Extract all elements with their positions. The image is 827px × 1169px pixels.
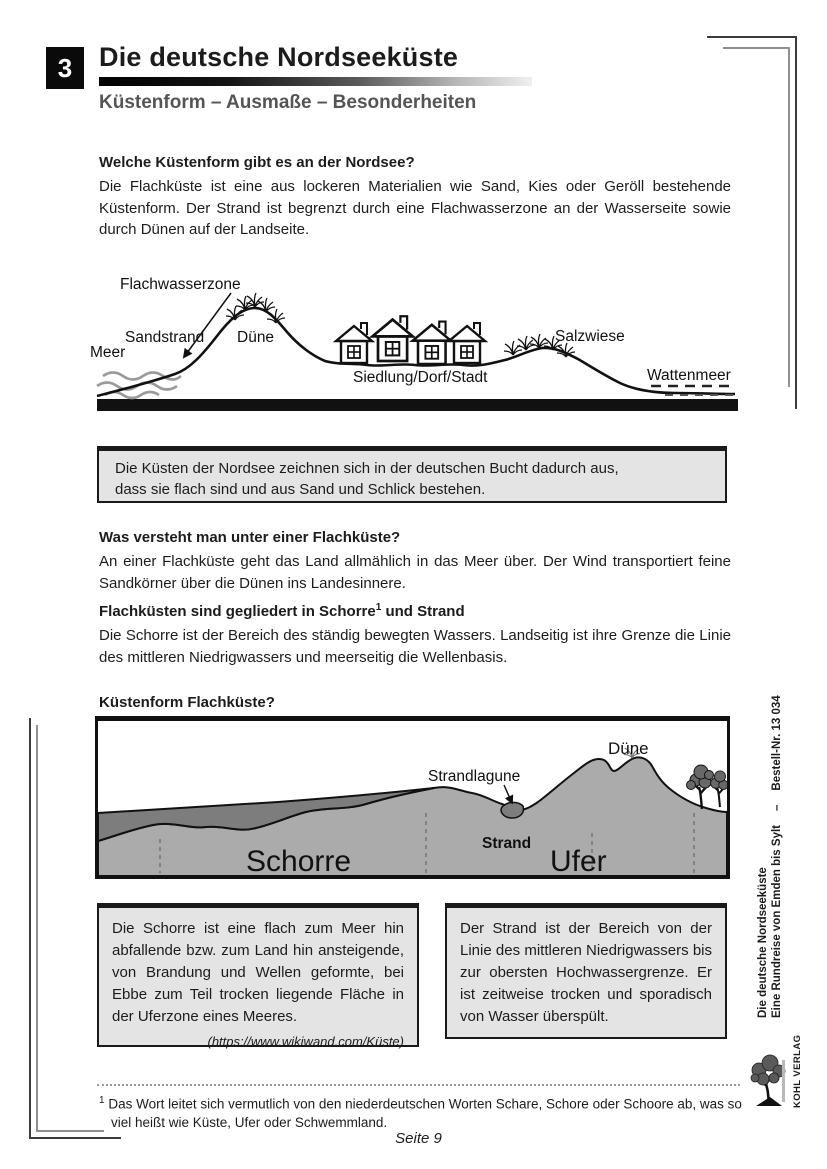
flat-coast-diagram xyxy=(98,721,727,876)
strand-definition-text: Der Strand ist der Bereich von der Linie des mittleren Niedrigwassers bis zur obersten Hochwassergrenze. Er ist zeitweise trocken und sporadisch von Wasser überspült. xyxy=(460,920,712,1025)
beach-lagoon xyxy=(501,802,523,818)
sidebar-order-number: Bestell-Nr. 13 034 xyxy=(771,695,783,791)
sidebar-imprint xyxy=(756,695,784,1018)
schorre-definition-text: Die Schorre ist eine flach zum Meer hin abfallende bzw. zum Land hin ansteigende, von Brandung und Wellen geformte, bei Ebbe zum Teil trocken liegende Fläche in der Uferzone eines Meeres. xyxy=(112,920,404,1025)
label-siedlung: Siedlung/Dorf/Stadt xyxy=(353,369,488,386)
question-3-text: Die Schorre ist der Bereich des ständig bewegten Wassers. Landseitig ist ihre Grenze die Linie des mittleren Niedrigwassers und meerseitig die Wellenbasis. xyxy=(99,627,731,666)
info-box-line-1: Die Küsten der Nordsee zeichnen sich in der deutschen Bucht dadurch aus, xyxy=(115,460,619,477)
schorre-definition-box xyxy=(97,903,419,1047)
logo-slogan-strip xyxy=(782,1060,785,1102)
question-3-heading xyxy=(99,602,465,620)
question-1-heading: Welche Küstenform gibt es an der Nordsee? xyxy=(99,154,415,171)
question-3-heading-post: und Strand xyxy=(381,603,465,620)
strandlagune-arrow xyxy=(504,785,512,803)
label-duene: Düne xyxy=(237,329,275,346)
coast-profile-diagram xyxy=(85,262,740,414)
footnote xyxy=(99,1092,752,1132)
ground-bar xyxy=(97,399,738,411)
sidebar-subtitle-text: Eine Rundreise von Emden bis Sylt xyxy=(771,825,783,1018)
label-wattenmeer: Wattenmeer xyxy=(647,367,731,384)
footnote-ref: 1 xyxy=(375,602,382,613)
footnote-text: Das Wort leitet sich vermutlich von den niederdeutschen Worten Schare, Schore oder Schoore ab, was so viel heißt wie Küste, Ufer oder Schwemmland. xyxy=(108,1096,742,1130)
label-duene-2: Düne xyxy=(608,739,649,758)
source-citation: (https://www.wikiwand.com/Küste) xyxy=(207,1034,404,1049)
label-schorre-zone: Schorre xyxy=(246,845,352,876)
sidebar-subtitle-line xyxy=(770,695,784,1018)
page-number: Seite 9 xyxy=(395,1130,442,1147)
label-flachwasserzone: Flachwasserzone xyxy=(120,276,241,293)
label-meer: Meer xyxy=(90,344,126,361)
sidebar-series-title: Die deutsche Nordseeküste xyxy=(757,867,769,1018)
corner-bracket-bottom-left-inner xyxy=(36,725,104,1132)
question-3-heading-pre: Flachküsten sind gegliedert in Schorre xyxy=(99,603,376,620)
question-2-heading: Was versteht man unter einer Flachküste? xyxy=(99,529,401,546)
label-strand: Strand xyxy=(482,835,532,852)
village-houses xyxy=(336,316,485,364)
label-salzwiese: Salzwiese xyxy=(555,328,625,345)
footnote-separator xyxy=(97,1084,740,1086)
label-ufer-zone: Ufer xyxy=(550,845,607,876)
label-strandlagune: Strandlagune xyxy=(428,768,521,785)
chapter-number-badge: 3 xyxy=(46,47,84,89)
label-sandstrand: Sandstrand xyxy=(125,329,205,346)
question-1-text: Die Flachküste ist eine aus lockeren Materialien wie Sand, Kies oder Geröll bestehende Küstenform. Der Strand ist begrenzt durch eine Flachwasserzone an der Wasserseite sowie durch Dünen auf der Landseite. xyxy=(99,178,731,238)
diagram-2-heading: Küstenform Flachküste? xyxy=(99,694,275,711)
footnote-marker: 1 xyxy=(99,1095,105,1106)
title-underline-gradient xyxy=(99,77,532,86)
page-title: Die deutsche Nordseeküste xyxy=(99,42,459,72)
flat-coast-diagram-frame xyxy=(95,716,730,879)
nordsee-info-box xyxy=(97,446,727,503)
page-subtitle: Küstenform – Ausmaße – Besonderheiten xyxy=(99,92,477,113)
strand-definition-box xyxy=(445,903,727,1039)
info-box-line-2: dass sie flach sind und aus Sand und Schlick bestehen. xyxy=(115,481,486,498)
publisher-logo xyxy=(748,1032,826,1114)
sidebar-separator: – xyxy=(771,804,783,811)
publisher-name: KOHL VERLAG xyxy=(792,1034,803,1108)
question-2-text: An einer Flachküste geht das Land allmählich in das Meer über. Der Wind transportiert feine Sandkörner über die Dünen ins Landesinnere. xyxy=(99,553,731,592)
